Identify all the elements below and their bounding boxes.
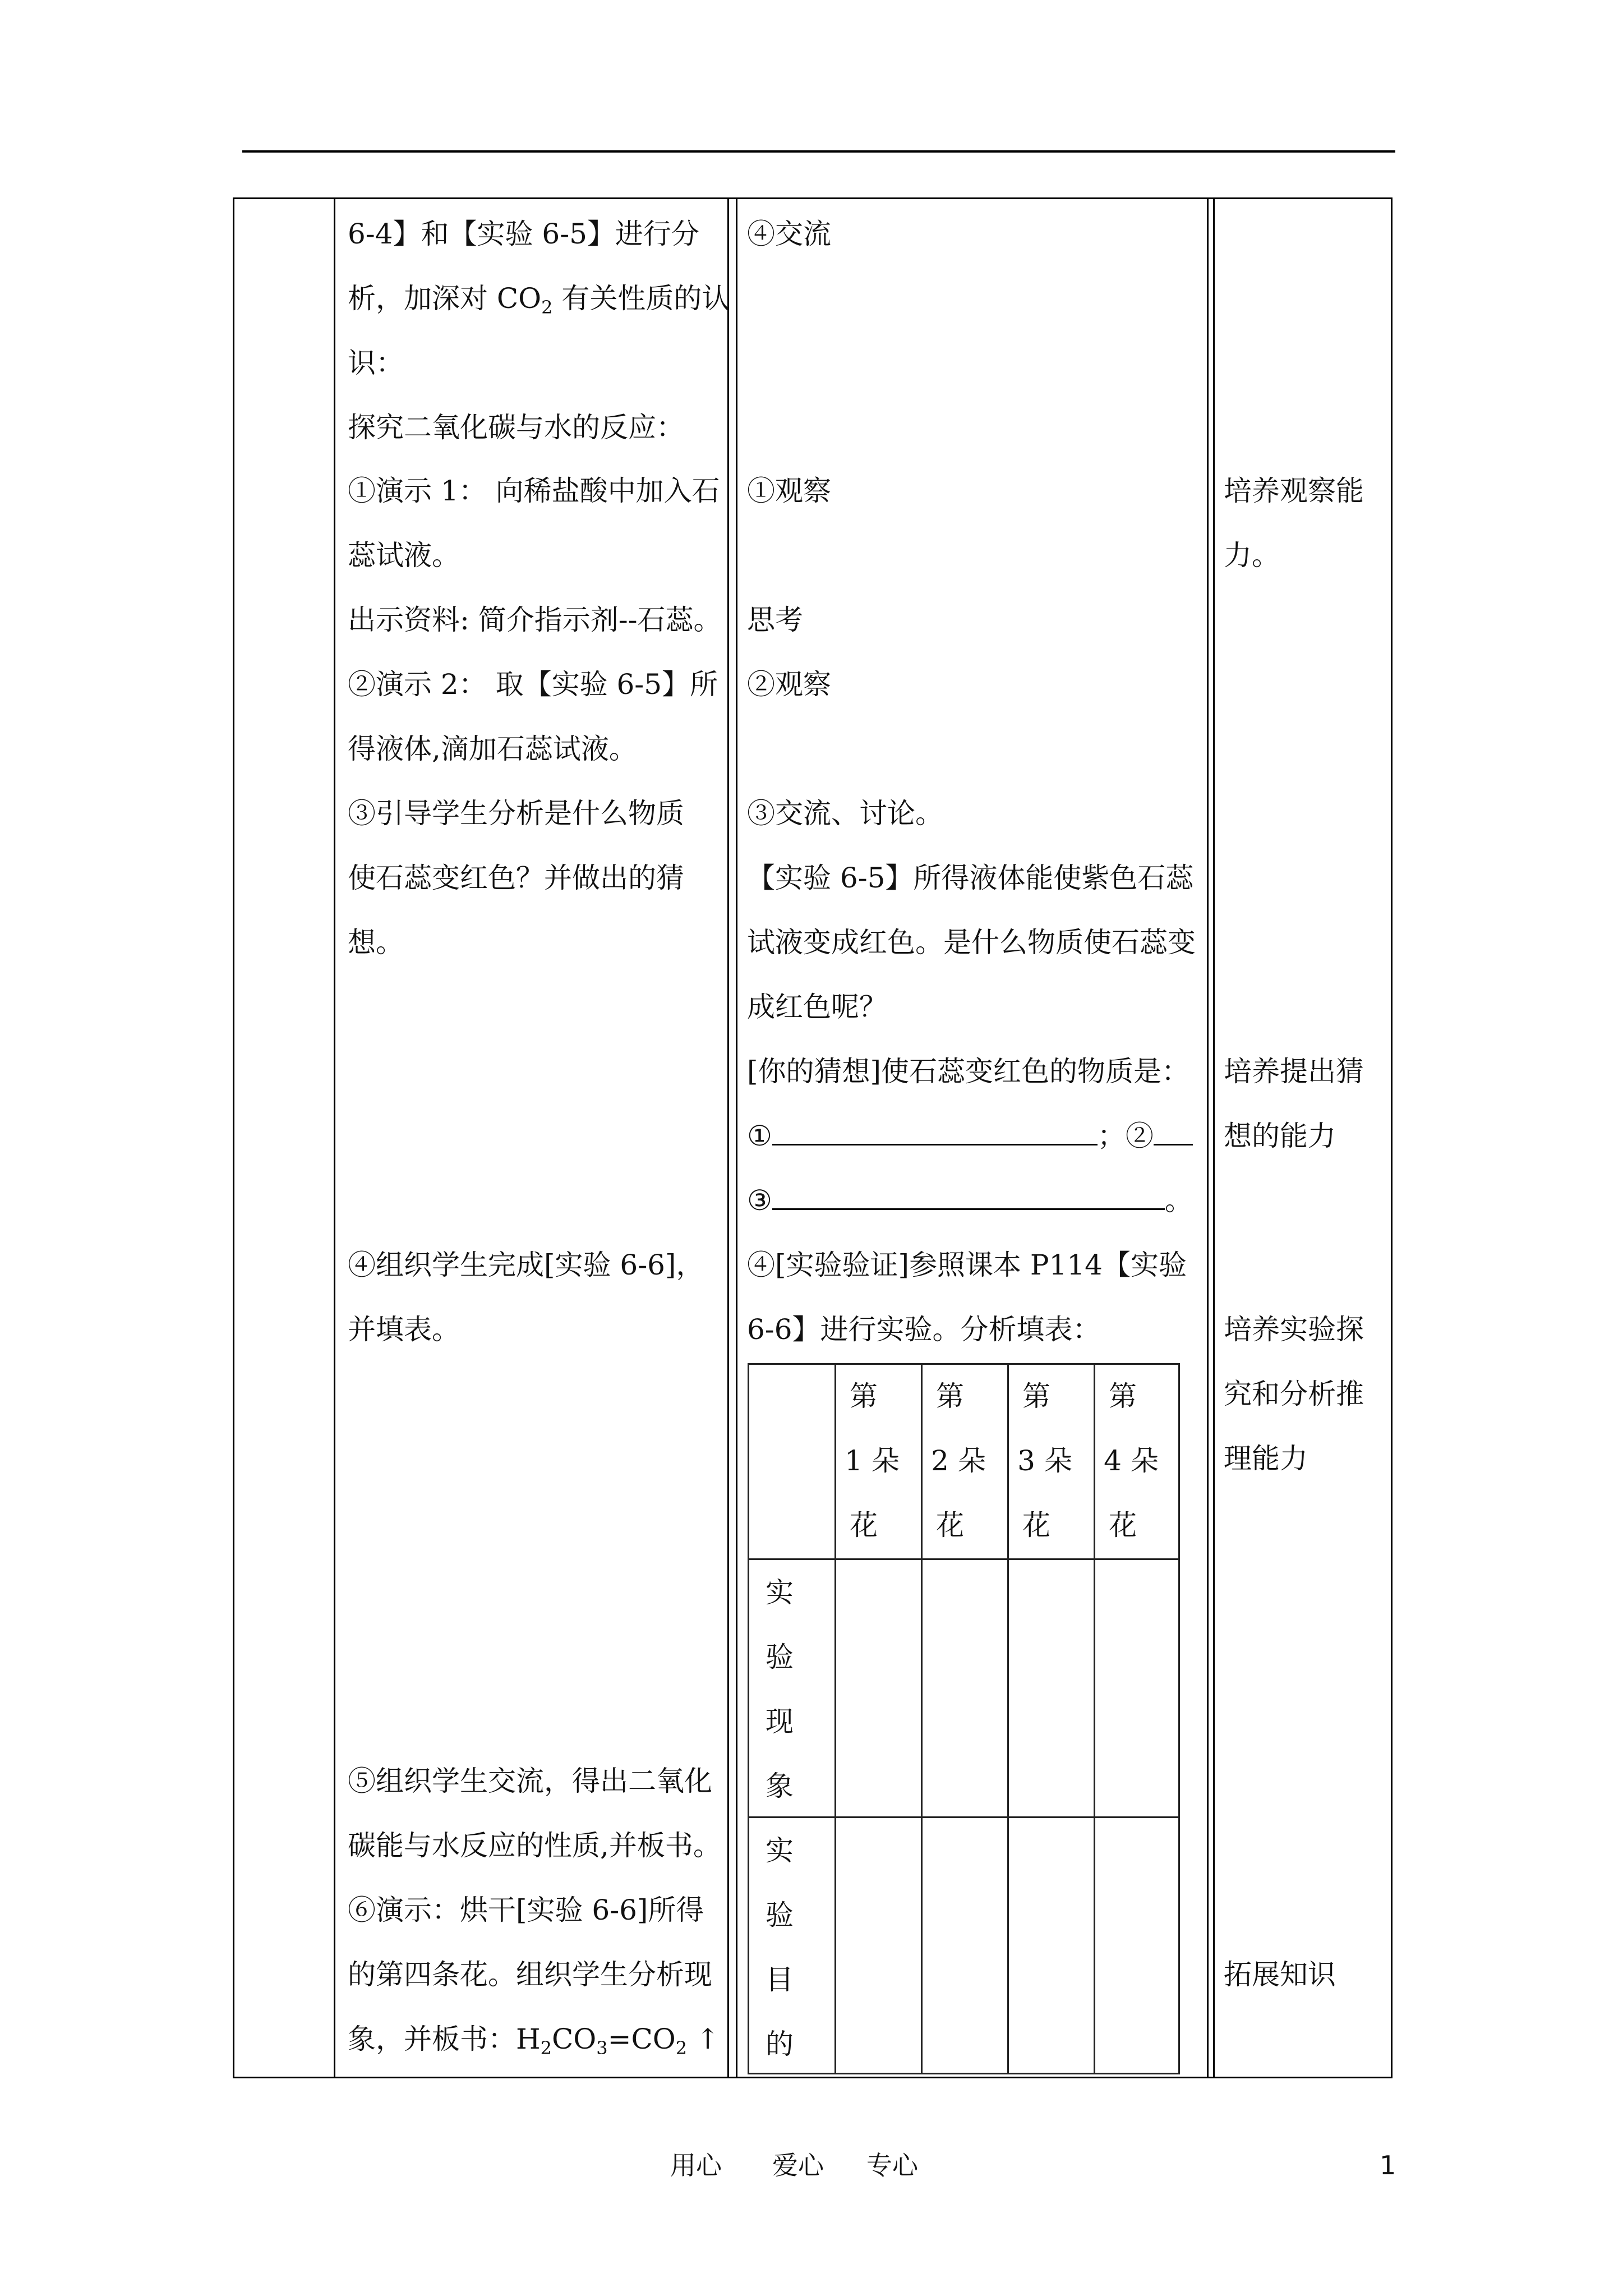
student-line: 6-6】进行实验。分析填表：	[747, 1313, 1101, 1346]
table-left-border	[233, 197, 234, 2078]
teacher-line-formula: 象，并板书：$H_2CO_3=CO_2$ ↑	[348, 2023, 720, 2059]
table-right-border	[1391, 197, 1393, 2078]
subtable-row-line	[748, 1816, 1180, 1818]
student-line: ④交流	[747, 218, 831, 250]
footer-motto-1: 用心	[670, 2150, 722, 2180]
teacher-line: 探究二氧化碳与水的反应：	[348, 411, 684, 444]
teacher-line: 析，加深对 $CO_2$ 有关性质的认	[348, 282, 730, 318]
guess-blanks-line: ① ；②	[747, 1104, 1193, 1168]
teacher-line: ①演示 1： 向稀盐酸中加入石	[348, 475, 720, 507]
table-bottom-border	[233, 2077, 1393, 2078]
col-divider-3b	[1213, 197, 1215, 2078]
teacher-line: 的第四条花。组织学生分析现	[348, 1958, 712, 1991]
footer-motto-3: 专心	[866, 2150, 918, 2180]
intent-line: 拓展知识	[1224, 1958, 1336, 1991]
col-divider-2a	[727, 197, 729, 2078]
student-line: 思考	[747, 604, 803, 636]
teacher-line: 使石蕊变红色？并做出的猜	[348, 862, 684, 894]
student-line: ③交流、讨论。	[747, 797, 943, 830]
answer-blank[interactable]	[772, 1182, 1165, 1210]
subtable-col-line	[1007, 1363, 1009, 2074]
teacher-line: 并填表。	[348, 1313, 460, 1346]
intent-line: 理能力	[1224, 1442, 1308, 1475]
teacher-line: 出示资料: 简介指示剂--石蕊。	[348, 604, 722, 636]
student-line: [你的猜想]使石蕊变红色的物质是：	[747, 1055, 1190, 1088]
answer-blank[interactable]	[1154, 1117, 1193, 1145]
subtable-col-line	[748, 1363, 749, 2074]
teacher-line: 识：	[348, 347, 404, 379]
table-top-border	[233, 197, 1393, 199]
subtable-col-line	[1094, 1363, 1095, 2074]
teacher-line: ⑤组织学生交流，得出二氧化	[348, 1765, 712, 1797]
intent-line: 培养提出猜	[1224, 1055, 1364, 1088]
col-divider-3a	[1207, 197, 1209, 2078]
student-line: ①观察	[747, 475, 831, 507]
teacher-line: 6-4】和【实验 6-5】进行分	[348, 218, 699, 250]
student-line: 试液变成红色。是什么物质使石蕊变	[747, 926, 1196, 959]
teacher-line: 想。	[348, 926, 404, 959]
header-rule	[242, 150, 1395, 153]
teacher-line: 蕊试液。	[348, 539, 460, 572]
col-divider-2b	[736, 197, 737, 2078]
teacher-line: 碳能与水反应的性质,并板书。	[348, 1829, 721, 1862]
subtable-col-line	[834, 1363, 836, 2074]
col-divider-1	[334, 197, 335, 2078]
intent-line: 培养实验探	[1224, 1313, 1364, 1346]
teacher-line: ③引导学生分析是什么物质	[348, 797, 684, 830]
document-page: 6-4】和【实验 6-5】进行分 析，加深对 $CO_2$ 有关性质的认 识： 探究二氧化碳与水的反应： ①演示 1： 向稀盐酸中加入石 蕊试液。 出示资料: 简介指示剂--石蕊。 ②演示 2： 取【实验 6-5】所 得液体,滴加石蕊试液。 ③引导学生分析是什么物质 使石蕊变红色？并做出的猜 想。 ④组织学生完成[实验 6-6]， 并填表。 ⑤组织学生交流，得出二氧化 碳能与水反应的性质,并板书。 ⑥演示：烘干[实验 6-6]所得 的第四条花。组织学生分析现 象，并板书：$H_2CO_3=CO_2$ ↑ ④交流 ①观察 思考 ②观察 ③交流、讨论。 【实验 6-5】所得液体能使紫色石蕊 试液变成红色。是什么物质使石蕊变 成红色呢？ [你的猜想]使石蕊变红色的物质是： ① ；② ③ 。 ④[实验验证]参照课本 P114【实验 6-6】进行实验。分析填表： 第 1 朵 花 第 2 朵 花 第 3 朵 花 第 4 朵 花 实 验 现 象 实 验 目 的 培养观察能 力。 培养提出猜 想的能力 培养实验探 究和分析推 理能力 拓展知识 用心 爱心 专心 1	[0, 0, 1623, 2296]
teacher-line: 得液体,滴加石蕊试液。	[348, 733, 637, 765]
guess-blank-line: ③ 。	[747, 1168, 1193, 1233]
subtable-row-line	[748, 1558, 1180, 1560]
student-line: ②观察	[747, 668, 831, 701]
intent-line: 力。	[1224, 539, 1280, 572]
teacher-line: ④组织学生完成[实验 6-6]，	[348, 1249, 704, 1281]
intent-line: 培养观察能	[1224, 475, 1364, 507]
student-line: 成红色呢？	[747, 991, 887, 1023]
subtable-col-line	[921, 1363, 923, 2074]
intent-line: 究和分析推	[1224, 1378, 1364, 1410]
student-line: 【实验 6-5】所得液体能使紫色石蕊	[747, 862, 1194, 894]
answer-blank[interactable]	[772, 1117, 1098, 1145]
student-line: ④[实验验证]参照课本 P114【实验	[747, 1249, 1187, 1281]
footer-motto-2: 爱心	[772, 2150, 824, 2180]
page-number: 1	[1380, 2150, 1396, 2180]
subtable-bottom	[748, 2073, 1180, 2074]
teacher-line: ⑥演示：烘干[实验 6-6]所得	[348, 1894, 704, 1926]
subtable-col-line	[1178, 1363, 1180, 2074]
intent-line: 想的能力	[1224, 1120, 1336, 1152]
teacher-line: ②演示 2： 取【实验 6-5】所	[348, 668, 718, 701]
